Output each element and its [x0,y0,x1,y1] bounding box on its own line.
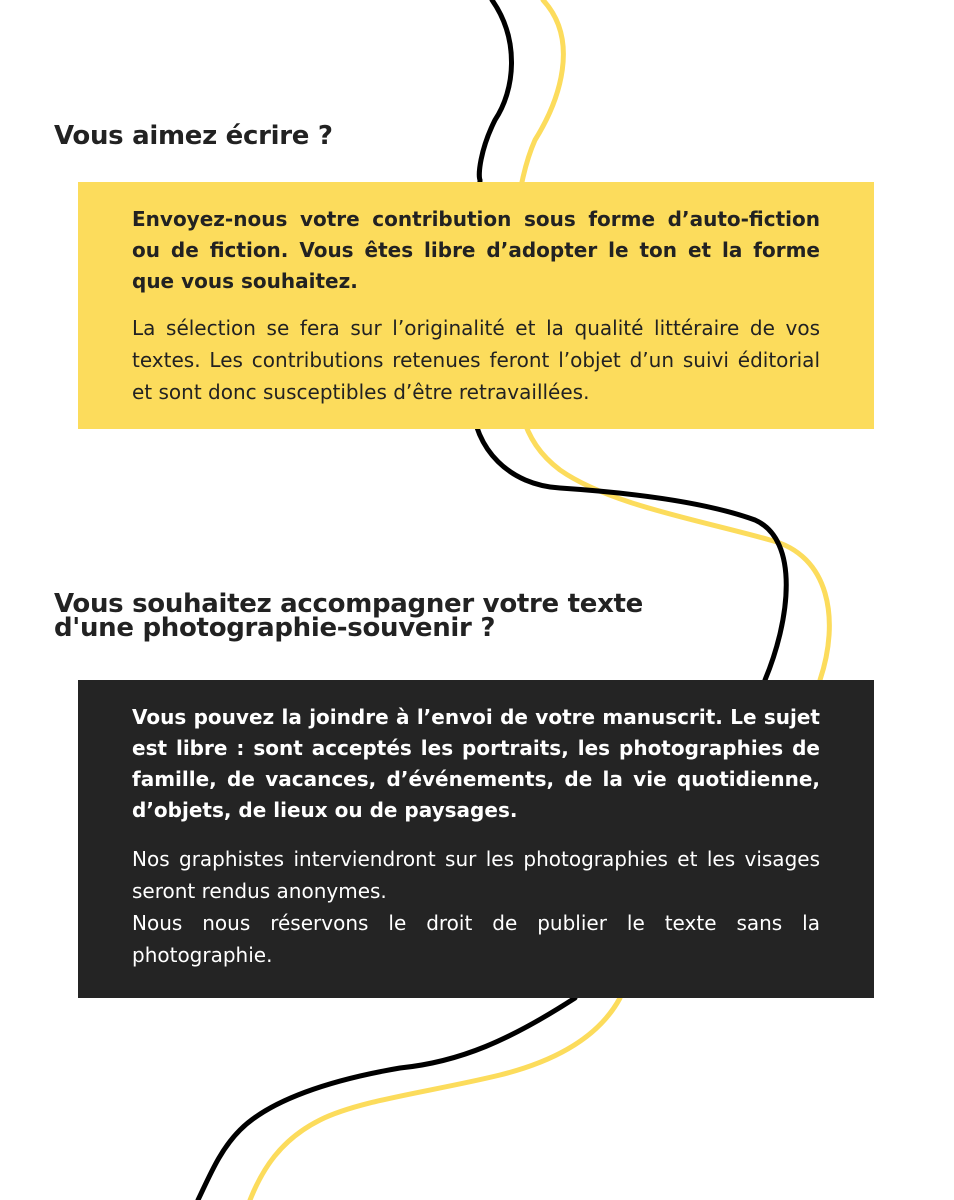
contribution-intro-text: Envoyez-nous votre contribution sous forme d’auto-fiction ou de fiction. Vous êtes libre d’adopter le ton et la forme que vous souhaitez. [132,207,820,293]
photo-info-box [78,680,874,998]
section-heading-ecrire: Vous aimez écrire ? [54,121,333,151]
publication-rights-text: Nous nous réservons le droit de publier le texte sans la photographie. [132,911,820,967]
section-heading-photographie: Vous souhaitez accompagner votre texte d'une photographie-souvenir ? [54,589,644,643]
writing-info-box [78,182,874,429]
photo-subject-text: Vous pouvez la joindre à l’envoi de votre manuscrit. Le sujet est libre : sont acceptés les portraits, les photographies de famille, de vacances, d’événements, de la vie quotidienne, d’objets, de lieux ou de paysages. [132,705,820,822]
selection-criteria-text: La sélection se fera sur l’originalité et la qualité littéraire de vos textes. Les contributions retenues feront l’objet d’un suivi éditorial et sont donc susceptibles d’être retravaillées. [132,316,820,404]
yellow-wavy-line-lower [250,998,620,1200]
graphic-designers-text: Nos graphistes interviendront sur les photographies et les visages seront rendus anonymes. [132,847,820,903]
